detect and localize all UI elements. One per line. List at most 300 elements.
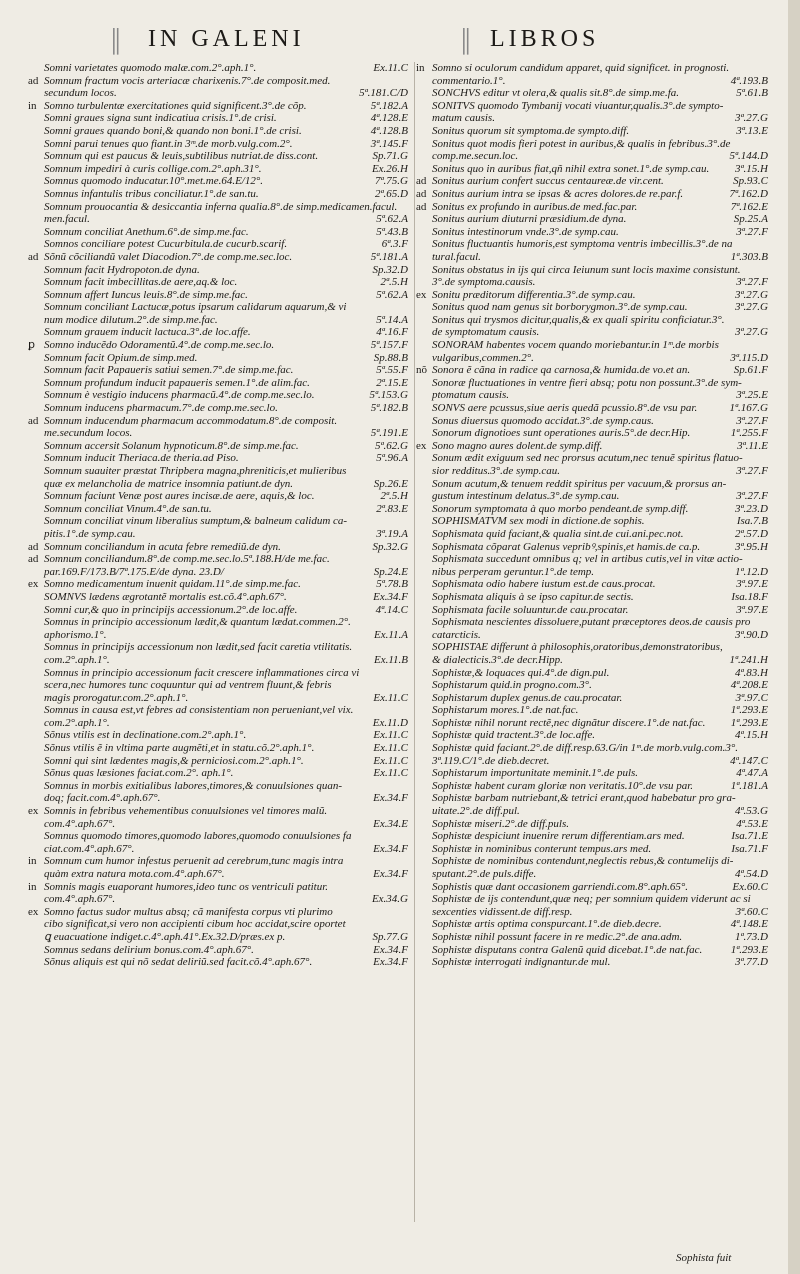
index-entry (416, 654, 768, 667)
entry-prefix: ex (416, 439, 427, 452)
entry-text: Sonitus aurium diuturni præsidium.de dyna. (432, 213, 627, 226)
entry-reference: 5ª.144.D (726, 150, 768, 163)
entry-text: Somnus in principio accessionum facit crescere inflammationes circa vi (44, 666, 360, 679)
index-entry (416, 188, 768, 201)
entry-text: Sonitus quod nam genus sit borborygmon.3°.de symp.cau. (432, 301, 688, 314)
index-entry (416, 301, 768, 314)
index-entry (416, 767, 768, 780)
entry-text: Sophistæ,& loquaces qui.4°.de dign.pul. (432, 666, 610, 679)
entry-reference: Ex.34.F (369, 944, 408, 957)
entry-reference: 4ª.128.E (367, 112, 408, 125)
entry-prefix: ad (416, 200, 427, 213)
entry-text: Somnos conciliare potest Cucurbitula.de cucurb.scarif. (44, 238, 288, 251)
entry-reference: 5ª.61.B (732, 87, 768, 100)
entry-reference: 4ª.128.B (367, 125, 408, 138)
index-entry (28, 364, 408, 377)
entry-text: SONVS aere pcussus,siue aeris quedã pcussio.8°.de vsu par. (432, 402, 698, 415)
entry-reference: 2ª.57.D (731, 528, 768, 541)
index-entry (416, 566, 768, 579)
page-edge (788, 0, 800, 1274)
index-entry (28, 553, 408, 566)
entry-text: SOPHISTAE differunt à philosophis,oratoribus,demonstratoribus, (432, 641, 723, 654)
entry-reference: Sp.26.E (370, 478, 408, 491)
entry-text: Somnus sedans delirium bonus.com.4°.aph.67°. (44, 943, 254, 956)
entry-text: Somno si oculorum candidum apparet, quid significet. in prognosti. (432, 62, 730, 74)
entry-reference: Ex.34.F (369, 591, 408, 604)
entry-text: Sonitus aurium confert succus centaureæ.de vir.cent. (432, 175, 664, 188)
index-entry (416, 956, 768, 969)
entry-text: Somno inducẽdo Odoramentũ.4°.de comp.me.sec.lo. (44, 339, 275, 352)
index-entry (416, 314, 768, 327)
entry-reference: 5ª.181.A (367, 251, 408, 264)
entry-reference: 3ª.19.A (372, 528, 408, 541)
index-entry (28, 717, 408, 730)
entry-text: Somnum conciliat Vinum.4°.de san.tu. (44, 502, 212, 515)
entry-text: Somnum impediri à curis collige.com.2°.aph.31°. (44, 162, 262, 175)
index-entry (416, 62, 768, 75)
index-entry (416, 226, 768, 239)
index-entry (416, 578, 768, 591)
entry-text: Sophismata succedunt omnibus q; vel in artibus cutis,vel in vitæ actio- (432, 553, 743, 566)
entry-text: Sophistæ nihil norunt rectẽ,nec dignãtur discere.1°.de nat.fac. (432, 716, 706, 729)
index-entry (416, 377, 768, 390)
entry-text: Somnum affert Iuncus leuis.8°.de simp.me.fac. (44, 288, 248, 301)
entry-reference: Sp.24.E (370, 566, 408, 579)
index-entry (28, 881, 408, 894)
entry-text: par.169.F/173.B/7ª.175.E/de dyna. 23.D/ (44, 565, 224, 578)
entry-reference: 2ª.5.H (377, 276, 408, 289)
entry-text: Sophistæ de ijs contendunt,quæ neq; per somnium quidem viderunt ac si (432, 893, 751, 906)
entry-reference: Ex.34.F (369, 956, 408, 969)
entry-reference: 1ª.73.D (731, 931, 768, 944)
entry-reference: Sp.32.D (369, 264, 408, 277)
entry-text: Somnum inducit Theriaca.de theria.ad Piso. (44, 452, 239, 465)
index-entry (416, 163, 768, 176)
index-entry (28, 818, 408, 831)
entry-reference: 3ª.27.F (732, 276, 768, 289)
entry-text: secundum locos. (44, 87, 117, 100)
index-entry (28, 251, 408, 264)
entry-text: Somno medicamentum inuenit quidam.11°.de simp.me.fac. (44, 578, 301, 591)
index-entry (28, 301, 408, 314)
index-entry (416, 906, 768, 919)
entry-text: quàm extra natura mota.com.4°.aph.67°. (44, 868, 225, 880)
entry-text: Somnum prouocantia & desiccantia inferna qualia.8°.de simp.medicamen.facul. (44, 200, 398, 213)
index-entry (416, 201, 768, 214)
entry-reference: 5ª.182.B (367, 402, 408, 415)
index-entry (28, 352, 408, 365)
entry-text: SOMNVS lædens ægrotantẽ mortalis est.cõ.4°.aph.67°. (44, 590, 287, 603)
entry-reference: Sp.88.B (370, 352, 408, 365)
entry-prefix: ad (28, 553, 39, 566)
index-entry (28, 163, 408, 176)
index-entry (28, 226, 408, 239)
entry-text: Somnum fractum vocis arteriacæ charixenis.7°.de composit.med. (44, 74, 331, 87)
index-entry (416, 289, 768, 302)
entry-reference: 1ª.293.E (727, 717, 768, 730)
entry-reference: Ex.11.C (369, 729, 408, 742)
entry-text: sputant.2°.de puls.diffe. (432, 868, 537, 880)
index-entry (416, 251, 768, 264)
entry-reference: Sp.77.G (369, 931, 408, 944)
entry-text: Sonitus quot modis fieri potest in auribus,& qualis in febribus.3°.de (432, 137, 731, 150)
entry-text: Sonitu præditorum differentia.3°.de symp.cau. (432, 288, 636, 301)
entry-reference: 3ª.15.H (731, 163, 768, 176)
entry-reference: 5ª.62.A (372, 289, 408, 302)
index-entry (416, 87, 768, 100)
entry-reference: Sp.61.F (730, 364, 768, 377)
entry-text: Somnum conciliandum in acuta febre remediũ.de dyn. (44, 540, 281, 553)
entry-text: ꝗ euacuatione indiget.c.4°.aph.41°.Ex.32.D/præs.ex p. (44, 930, 286, 943)
entry-prefix: ex (416, 288, 427, 301)
index-entry (28, 490, 408, 503)
index-entry (28, 780, 408, 793)
entry-text: sior redditus.3°.de symp.cau. (432, 465, 561, 477)
left-index-column (28, 62, 408, 969)
entry-text: Sophistarum importunitate meminit.1°.de puls. (432, 767, 639, 780)
entry-reference: Ex.11.D (369, 717, 408, 730)
entry-reference: 4ª.47.A (732, 767, 768, 780)
index-entry (416, 440, 768, 453)
entry-text: Somnum facit Papaueris satiui semen.7°.de simp.me.fac. (44, 364, 294, 377)
entry-text: SONORAM habentes vocem quando moriebantur.in 1ᵐ.de morbis (432, 339, 719, 352)
index-entry (28, 440, 408, 453)
entry-reference: Sp.71.G (369, 150, 408, 163)
index-entry (28, 654, 408, 667)
entry-text: Somnis magis euaporant humores,ideo tunc os ventriculi patitur. (44, 880, 329, 893)
index-entry (28, 692, 408, 705)
entry-text: cibo significat,si vero non accipienti cibum hoc accidat,scire oportet (44, 918, 346, 931)
entry-reference: 1ª.293.E (727, 944, 768, 957)
entry-reference: 3ª.77.D (731, 956, 768, 969)
entry-text: Sonora ẽ cãna in radice qa carnosa,& humida.de vo.et an. (432, 364, 691, 377)
entry-text: Sonitus qui trysmos dicitur,qualis,& ex quali spiritu conficiatur.3°. (432, 313, 725, 326)
entry-reference: 3ª.90.D (731, 629, 768, 642)
index-entry (416, 818, 768, 831)
entry-reference: Ex.34.F (369, 868, 408, 881)
index-entry (28, 389, 408, 402)
entry-reference: 3ª.97.E (732, 578, 768, 591)
entry-prefix: ex (28, 905, 39, 918)
entry-reference: 5ª.191.E (367, 427, 408, 440)
index-entry (416, 855, 768, 868)
index-entry (28, 742, 408, 755)
entry-reference: 1ª.293.E (727, 704, 768, 717)
entry-text: Somni parui tenues quo fiant.in 3ᵐ.de morb.vulg.com.2°. (44, 137, 293, 150)
entry-text: Somni cur,& quo in principijs accessionum.2°.de loc.affe. (44, 603, 298, 616)
entry-reference: 7ª.162.E (727, 201, 768, 214)
index-entry (28, 515, 408, 528)
index-entry (416, 616, 768, 629)
entry-text: Sophismata nescientes dissoluere,putant præceptores deos.de causis pro (432, 616, 751, 629)
entry-text: catarcticis. (432, 628, 481, 641)
entry-text: ciat.com.4°.aph.67°. (44, 842, 135, 855)
entry-reference: 5ª.62.G (371, 440, 408, 453)
index-entry (416, 692, 768, 705)
entry-reference: 6ª.3.F (378, 238, 408, 251)
entry-text: Somni graues signa sunt indicatiua crisis.1°.de crisi. (44, 112, 277, 125)
entry-reference: 1ª.303.B (727, 251, 768, 264)
index-entry (416, 717, 768, 730)
entry-text: de symptomatum causis. (432, 326, 540, 339)
entry-text: Somni varietates quomodo malæ.com.2°.aph.1°. (44, 62, 257, 74)
entry-reference: 7ª.75.G (371, 175, 408, 188)
bleed-through-mark: ║ (108, 28, 124, 53)
index-entry (416, 452, 768, 465)
index-entry (416, 931, 768, 944)
index-entry (28, 112, 408, 125)
entry-reference: Isa.71.F (727, 843, 768, 856)
index-entry (28, 566, 408, 579)
index-entry (28, 264, 408, 277)
index-entry (28, 175, 408, 188)
entry-reference: 4ª.148.E (727, 918, 768, 931)
entry-text: Somnum grauem inducit lactuca.3°.de loc.affe. (44, 326, 251, 339)
entry-text: sexcenties vidissent.de diff.resp. (432, 905, 573, 918)
index-entry (28, 201, 408, 214)
entry-text: Somnum cum humor infestus peruenit ad cerebrum,tunc magis intra (44, 855, 344, 868)
index-entry (28, 843, 408, 856)
entry-text: SONCHVS editur vt olera,& qualis sit.8°.de simp.me.fa. (432, 87, 680, 100)
entry-text: Somno factus sudor multus absq; cã manifesta corpus vti plurimo (44, 905, 333, 918)
entry-prefix: ad (28, 74, 39, 87)
entry-text: Sono magno aures dolent.de symp.diff. (432, 439, 603, 452)
entry-reference: 2ª.65.D (371, 188, 408, 201)
entry-text: Sophistæ despiciunt inuenire rerum differentiam.ars med. (432, 830, 685, 843)
entry-reference: Isa.7.B (733, 515, 768, 528)
entry-text: Sõnũ cõciliandũ valet Diacodion.7°.de comp.me.sec.loc. (44, 250, 293, 263)
entry-text: Sõnus vtilis ẽ in vltima parte augmẽti,et in statu.cõ.2°.aph.1°. (44, 742, 315, 755)
index-entry (28, 792, 408, 805)
entry-prefix: in (28, 99, 37, 112)
entry-prefix: in (28, 855, 37, 868)
index-entry (28, 604, 408, 617)
entry-text: Somnum inducendum pharmacum accommodatum.8°.de composit. (44, 414, 338, 427)
entry-reference: 5ª.153.G (366, 389, 408, 402)
entry-text: Sophistæ quid tractent.3°.de loc.affe. (432, 729, 595, 742)
entry-text: SOPHISMATVM sex modi in dictione.de sophis. (432, 515, 645, 528)
entry-text: commentario.1°. (432, 74, 506, 87)
entry-reference: Ex.11.C (369, 742, 408, 755)
entry-text: Somnum conciliat Anethum.6°.de simp.me.fac. (44, 225, 249, 238)
entry-reference: Ex.34.F (369, 843, 408, 856)
entry-reference: Ex.11.C (369, 755, 408, 768)
entry-text: com.4°.aph.67°. (44, 893, 116, 906)
entry-text: Sõnus vtilis est in declinatione.com.2°.aph.1°. (44, 729, 247, 742)
index-entry (28, 541, 408, 554)
entry-prefix: ad (416, 175, 427, 188)
entry-text: quæ ex melancholia de matrice insomnia patiunt.de dyn. (44, 477, 293, 490)
entry-text: Sophistæ quid faciant.2°.de diff.resp.63.G/in 1ᵐ.de morb.vulg.com.3°. (432, 742, 738, 755)
entry-reference: 4ª.53.E (732, 818, 768, 831)
entry-text: Sophistæ interrogati indignantur.de mul. (432, 956, 611, 969)
entry-reference: 4ª.53.G (731, 805, 768, 818)
index-entry (416, 541, 768, 554)
entry-text: & dialecticis.3°.de decr.Hipp. (432, 653, 563, 666)
entry-prefix: ꝑ (28, 339, 35, 352)
index-entry (28, 478, 408, 491)
entry-reference: 5ª.181.C/D (355, 87, 408, 100)
entry-text: Somnum accersit Solanum hypnoticum.8°.de simp.me.fac. (44, 439, 299, 452)
index-entry (28, 138, 408, 151)
entry-text: Somnis in febribus vehementibus conuulsiones vel timores malũ. (44, 805, 328, 818)
index-entry (416, 112, 768, 125)
index-entry (416, 238, 768, 251)
index-entry (28, 125, 408, 138)
entry-text: uitate.2°.de diff.pul. (432, 805, 520, 818)
index-entry (416, 490, 768, 503)
entry-text: num modice dilutum.2°.de simp.me.fac. (44, 313, 218, 326)
bleed-through-mark: ║ (458, 28, 474, 53)
index-entry (416, 175, 768, 188)
entry-reference: Sp.32.G (369, 541, 408, 554)
column-divider (414, 62, 415, 1222)
entry-text: Sonorum symptomata à quo morbo pendeant.de symp.diff. (432, 502, 689, 515)
index-entry (416, 364, 768, 377)
entry-reference: 3ª.145.F (367, 138, 408, 151)
entry-text: Somnum conciliandum.8°.de comp.me.sec.lo.5ª.188.H/de me.fac. (44, 553, 330, 566)
index-entry (416, 75, 768, 88)
entry-text: magis prorogatur.com.2°.aph.1°. (44, 691, 189, 704)
index-entry (416, 264, 768, 277)
entry-reference: 4ª.15.H (731, 729, 768, 742)
entry-reference: 5ª.43.B (372, 226, 408, 239)
entry-text: Sonus diuersus quomodo accidat.3°.de symp.caus. (432, 414, 654, 427)
index-entry (416, 893, 768, 906)
entry-reference: 2ª.15.E (372, 377, 408, 390)
entry-text: com.2°.aph.1°. (44, 716, 110, 729)
entry-prefix: in (28, 880, 37, 893)
index-entry (28, 679, 408, 692)
entry-text: scera,nec humores tunc coquuntur qui ad ventrem fluunt,& febris (44, 679, 332, 692)
entry-text: SONITVS quomodo Tymbanij vocati viuantur,qualis.3°.de sympto- (432, 99, 724, 112)
entry-text: Sonum acutum,& tenuem reddit spiritus per vacuum,& prorsus an- (432, 477, 727, 490)
entry-reference: Ex.11.C (369, 767, 408, 780)
entry-text: tural.facul. (432, 250, 481, 263)
entry-text: men.facul. (44, 213, 90, 226)
index-entry (416, 792, 768, 805)
entry-text: Sophistæ habent curam gloriæ non veritatis.10°.de vsu par. (432, 779, 694, 792)
entry-text: Sonitus intestinorum vnde.3°.de symp.cau. (432, 225, 619, 238)
index-entry (416, 780, 768, 793)
index-entry (416, 415, 768, 428)
entry-text: ptomatum causis. (432, 389, 509, 402)
index-entry (28, 906, 408, 919)
index-entry (28, 415, 408, 428)
entry-reference: 3ª.23.D (731, 503, 768, 516)
entry-text: Somnus quomodo inducatur.10°.met.me.64.E/12°. (44, 175, 264, 188)
index-entry (416, 427, 768, 440)
entry-reference: Ex.34.E (369, 818, 408, 831)
index-entry (28, 755, 408, 768)
entry-text: Sophismata quid faciant,& qualia sint.de cui.ani.pec.not. (432, 527, 684, 540)
entry-prefix: ex (28, 805, 39, 818)
entry-text: vulgaribus,commen.2°. (432, 351, 534, 364)
entry-reference: 5ª.14.A (372, 314, 408, 327)
entry-text: Sonorum dignotioes sunt operationes auris.5°.de decr.Hip. (432, 427, 691, 440)
index-entry (416, 402, 768, 415)
entry-reference: 5ª.96.A (372, 452, 408, 465)
index-entry (28, 427, 408, 440)
entry-text: Somnum facit Hydropoton.de dyna. (44, 263, 200, 276)
entry-reference: Ex.11.A (370, 629, 408, 642)
index-entry (416, 918, 768, 931)
entry-reference: 1ª.255.F (727, 427, 768, 440)
entry-text: Somnum suauiter præstat Thripbera magna,phreniticis,et mulieribus (44, 465, 347, 477)
index-entry (416, 704, 768, 717)
entry-text: Sonitus quorum sit symptoma.de sympto.diff. (432, 124, 630, 137)
index-entry (28, 100, 408, 113)
entry-text: Sõnus quas læsiones faciat.com.2°. aph.1°. (44, 767, 234, 780)
entry-reference: 3ª.27.G (731, 289, 768, 302)
entry-text: pitis.1°.de symp.cau. (44, 527, 136, 540)
index-entry (28, 729, 408, 742)
entry-text: Sonitus aurium intra se ipsas & acres dolores.de re.par.f. (432, 187, 684, 200)
entry-text: Sophismata odio habere iustum est.de caus.procat. (432, 578, 656, 591)
index-entry (416, 478, 768, 491)
entry-reference: 3ª.27.F (732, 415, 768, 428)
index-entry (28, 704, 408, 717)
index-entry (416, 679, 768, 692)
entry-text: Sonitus fluctuantis humoris,est symptoma ventris imbecillis.3°.de na (432, 238, 733, 251)
entry-prefix: ad (28, 250, 39, 263)
entry-text: Sonoræ fluctuationes in ventre fieri absq; potu non possunt.3°.de sym- (432, 376, 742, 389)
entry-reference: Sp.25.A (730, 213, 768, 226)
entry-text: Sophistæ nihil possunt facere in re medic.2°.de ana.adm. (432, 930, 683, 943)
entry-text: Sophistæ barbam nutriebant,& tetrici erant,quod habebatur pro gra- (432, 792, 736, 805)
entry-text: Sophistis quæ dant occasionem garriendi.com.8°.aph.65°. (432, 880, 688, 893)
entry-text: Somnum qui est paucus & leuis,subtilibus nutriat.de diss.cont. (44, 150, 319, 163)
index-entry (28, 868, 408, 881)
entry-text: 3ª.119.C/1°.de dieb.decret. (432, 754, 550, 767)
index-entry (416, 604, 768, 617)
index-entry (28, 75, 408, 88)
index-entry (28, 641, 408, 654)
index-entry (416, 352, 768, 365)
index-entry (28, 452, 408, 465)
entry-text: com.2°.aph.1°. (44, 653, 110, 666)
entry-text: com.4°.aph.67°. (44, 817, 116, 830)
entry-text: aphorismo.1°. (44, 628, 107, 641)
index-entry (28, 667, 408, 680)
index-entry (416, 830, 768, 843)
index-entry (28, 616, 408, 629)
index-entry (416, 591, 768, 604)
index-entry (416, 528, 768, 541)
entry-reference: Ex.11.C (369, 62, 408, 75)
entry-reference: Sp.93.C (729, 175, 768, 188)
index-entry (28, 238, 408, 251)
index-entry (416, 213, 768, 226)
entry-reference: 1ª.12.D (731, 566, 768, 579)
index-entry (28, 339, 408, 352)
index-entry (28, 918, 408, 931)
entry-prefix: nõ (416, 364, 427, 377)
catchword: Sophista fuit (676, 1252, 732, 1264)
entry-reference: 2ª.83.E (372, 503, 408, 516)
entry-reference: 5ª.182.A (367, 100, 408, 113)
entry-text: doq; facit.com.4°.aph.67°. (44, 792, 161, 805)
entry-text: Sophistæ de nominibus contendunt,neglectis rebus,& contumelijs di- (432, 855, 734, 868)
index-entry (416, 553, 768, 566)
entry-text: Somnum inducens pharmacum.7°.de comp.me.sec.lo. (44, 402, 278, 415)
index-entry (28, 767, 408, 780)
entry-reference: 5ª.55.F (372, 364, 408, 377)
entry-reference: 1ª.181.A (727, 780, 768, 793)
entry-text: Sonitus ex profundo in auribus.de med.fac.par. (432, 200, 638, 213)
index-entry (416, 843, 768, 856)
index-entry (28, 931, 408, 944)
